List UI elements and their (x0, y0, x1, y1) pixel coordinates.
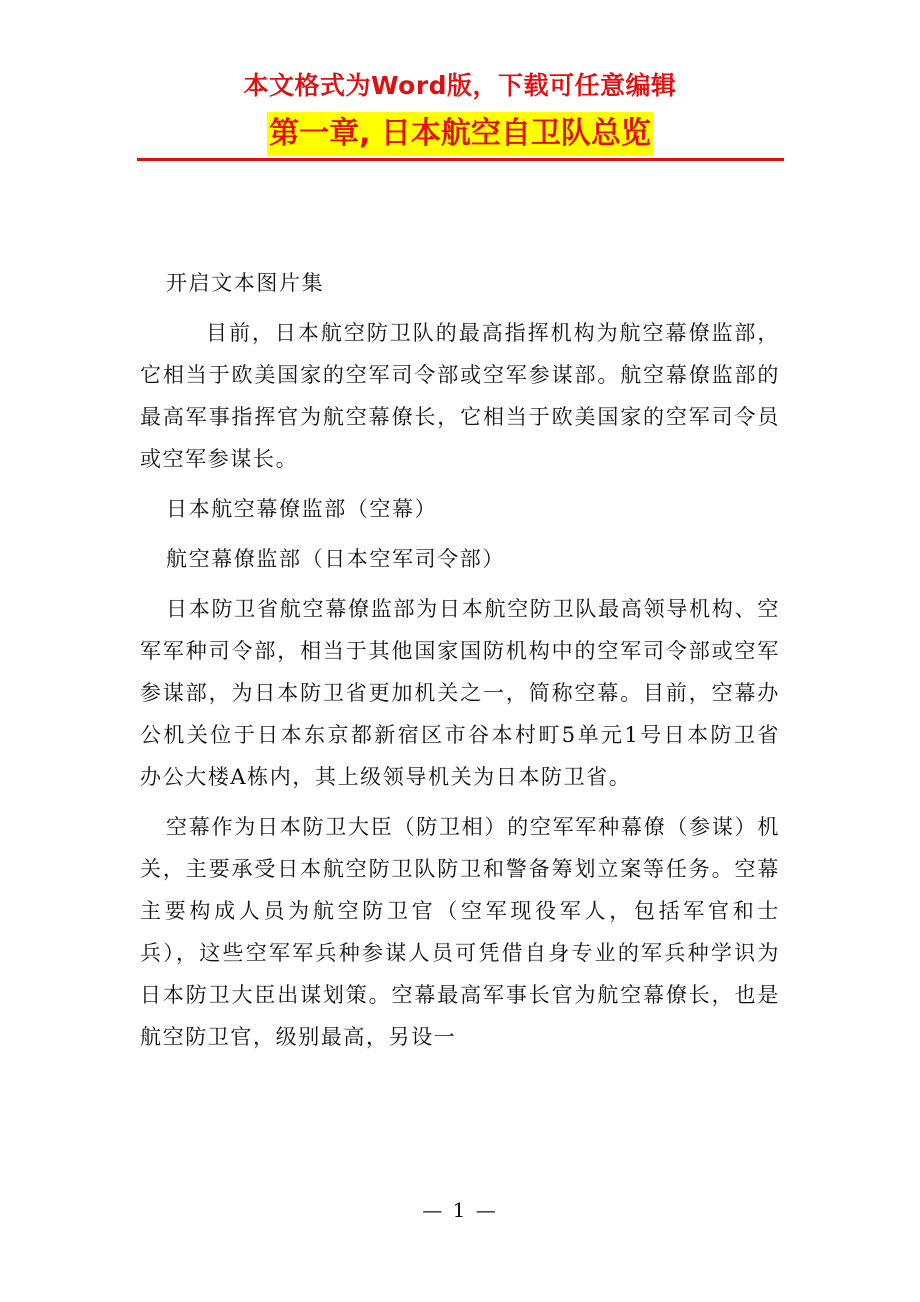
title-underline-rule (137, 158, 784, 161)
paragraph-staff-office-description: 日本防卫省航空幕僚监部为日本航空防卫队最高领导机构、空军军种司令部，相当于其他国家国防机构中的空军司令部或空军参谋部，为日本防卫省更加机关之一，简称空幕。目前，空幕办公机关位于日本东京都新宿区市谷本村町5单元1号日本防卫省办公大楼A栋内，其上级领导机关为日本防卫省。 (140, 597, 780, 789)
page-number: — 1 — (422, 1198, 498, 1222)
editable-notice-banner: 本文格式为Word版，下载可任意编辑 (243, 71, 677, 100)
paragraph-intro: 目前，日本航空防卫队的最高指挥机构为航空幕僚监部，它相当于欧美国家的空军司令部或空军参谋部。航空幕僚监部的最高军事指挥官为航空幕僚长，它相当于欧美国家的空军司令员或空军参谋长。 (140, 321, 780, 471)
chapter-title: 第一章, 日本航空自卫队总览 (267, 112, 653, 156)
paragraph-staff-office-duties: 空幕作为日本防卫大臣（防卫相）的空军军种幕僚（参谋）机关，主要承受日本航空防卫队防卫和警备筹划立案等任务。空幕主要构成人员为航空防卫官（空军现役军人，包括军官和士兵），这些空军军兵种参谋人员可凭借自身专业的军兵种学识为日本防卫大臣出谋划策。空幕最高军事长官为航空幕僚长，也是航空防卫官，级别最高，另设一 (140, 815, 780, 1049)
body-text (140, 262, 780, 1066)
paragraph-image-set-caption: 开启文本图片集 (166, 271, 325, 295)
paragraph-heading-asdf-staff-office: 日本航空幕僚监部（空幕） (166, 497, 438, 521)
paragraph-heading-air-staff-office: 航空幕僚监部（日本空军司令部） (166, 547, 505, 571)
chapter-title-container (0, 112, 920, 156)
